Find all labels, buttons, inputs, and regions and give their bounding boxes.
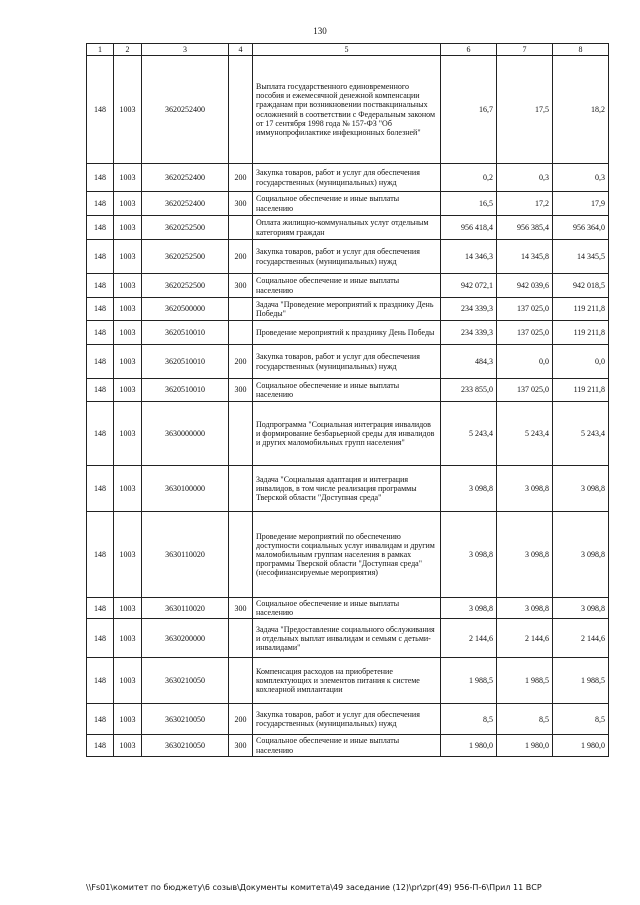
cell-amount-year2: 137 025,0 bbox=[497, 298, 553, 321]
cell-amount-year3: 942 018,5 bbox=[553, 274, 609, 298]
cell-description: Социальное обеспечение и иные выплаты населению bbox=[253, 379, 441, 402]
cell-section-code: 1003 bbox=[114, 512, 142, 598]
cell-target-code: 3620252400 bbox=[142, 192, 229, 216]
cell-amount-year1: 3 098,8 bbox=[441, 466, 497, 512]
cell-amount-year2: 956 385,4 bbox=[497, 216, 553, 240]
cell-amount-year3: 3 098,8 bbox=[553, 598, 609, 619]
cell-section-code: 1003 bbox=[114, 240, 142, 274]
cell-expense-type bbox=[229, 512, 253, 598]
cell-amount-year3: 14 345,5 bbox=[553, 240, 609, 274]
table-row bbox=[87, 345, 609, 379]
cell-target-code: 3630210050 bbox=[142, 704, 229, 735]
budget-table bbox=[86, 43, 609, 757]
cell-admin-code: 148 bbox=[87, 56, 114, 164]
cell-admin-code: 148 bbox=[87, 216, 114, 240]
table-row bbox=[87, 164, 609, 192]
cell-section-code: 1003 bbox=[114, 379, 142, 402]
column-header: 7 bbox=[497, 44, 553, 56]
cell-amount-year2: 8,5 bbox=[497, 704, 553, 735]
table-row bbox=[87, 298, 609, 321]
cell-amount-year3: 1 988,5 bbox=[553, 658, 609, 704]
cell-section-code: 1003 bbox=[114, 345, 142, 379]
cell-admin-code: 148 bbox=[87, 402, 114, 466]
cell-amount-year2: 2 144,6 bbox=[497, 619, 553, 658]
cell-expense-type bbox=[229, 658, 253, 704]
table-row bbox=[87, 216, 609, 240]
cell-section-code: 1003 bbox=[114, 216, 142, 240]
cell-amount-year2: 17,5 bbox=[497, 56, 553, 164]
cell-expense-type bbox=[229, 321, 253, 345]
cell-amount-year1: 8,5 bbox=[441, 704, 497, 735]
cell-description: Подпрограмма "Социальная интеграция инвалидов и формирование безбарьерной среды для инвалидов и других маломобильных групп населения" bbox=[253, 402, 441, 466]
cell-amount-year1: 956 418,4 bbox=[441, 216, 497, 240]
cell-section-code: 1003 bbox=[114, 619, 142, 658]
cell-target-code: 3630210050 bbox=[142, 658, 229, 704]
cell-amount-year3: 8,5 bbox=[553, 704, 609, 735]
table-row bbox=[87, 658, 609, 704]
cell-target-code: 3620252500 bbox=[142, 240, 229, 274]
table-row bbox=[87, 402, 609, 466]
cell-admin-code: 148 bbox=[87, 345, 114, 379]
cell-amount-year3: 3 098,8 bbox=[553, 466, 609, 512]
table-row bbox=[87, 274, 609, 298]
table-row bbox=[87, 512, 609, 598]
cell-amount-year3: 18,2 bbox=[553, 56, 609, 164]
column-header: 4 bbox=[229, 44, 253, 56]
cell-amount-year1: 16,7 bbox=[441, 56, 497, 164]
cell-amount-year3: 2 144,6 bbox=[553, 619, 609, 658]
table-row bbox=[87, 619, 609, 658]
column-header: 3 bbox=[142, 44, 229, 56]
table-row bbox=[87, 192, 609, 216]
cell-amount-year2: 0,0 bbox=[497, 345, 553, 379]
cell-admin-code: 148 bbox=[87, 466, 114, 512]
cell-expense-type bbox=[229, 298, 253, 321]
cell-amount-year3: 0,0 bbox=[553, 345, 609, 379]
cell-amount-year1: 484,3 bbox=[441, 345, 497, 379]
cell-target-code: 3620510010 bbox=[142, 345, 229, 379]
cell-amount-year2: 14 345,8 bbox=[497, 240, 553, 274]
cell-target-code: 3630100000 bbox=[142, 466, 229, 512]
cell-section-code: 1003 bbox=[114, 56, 142, 164]
cell-admin-code: 148 bbox=[87, 274, 114, 298]
cell-expense-type: 200 bbox=[229, 704, 253, 735]
cell-amount-year3: 0,3 bbox=[553, 164, 609, 192]
cell-target-code: 3620252500 bbox=[142, 274, 229, 298]
cell-amount-year3: 956 364,0 bbox=[553, 216, 609, 240]
cell-description: Закупка товаров, работ и услуг для обеспечения государственных (муниципальных) нужд bbox=[253, 704, 441, 735]
cell-target-code: 3630110020 bbox=[142, 512, 229, 598]
cell-admin-code: 148 bbox=[87, 658, 114, 704]
cell-amount-year3: 3 098,8 bbox=[553, 512, 609, 598]
cell-expense-type: 300 bbox=[229, 192, 253, 216]
cell-amount-year3: 119 211,8 bbox=[553, 379, 609, 402]
cell-admin-code: 148 bbox=[87, 619, 114, 658]
table-row bbox=[87, 240, 609, 274]
cell-description: Задача "Проведение мероприятий к празднику День Победы" bbox=[253, 298, 441, 321]
cell-admin-code: 148 bbox=[87, 321, 114, 345]
cell-description: Социальное обеспечение и иные выплаты населению bbox=[253, 192, 441, 216]
cell-section-code: 1003 bbox=[114, 164, 142, 192]
cell-amount-year1: 3 098,8 bbox=[441, 512, 497, 598]
cell-description: Выплата государственного единовременного пособия и ежемесячной денежной компенсации гражданам при возникновении поствакцинальных осложнений в соответствии с Федеральным законом от 17 сентября 1998 года № 157-ФЗ "Об иммунопрофилактике инфекционных болезней" bbox=[253, 56, 441, 164]
cell-expense-type bbox=[229, 619, 253, 658]
cell-amount-year2: 1 988,5 bbox=[497, 658, 553, 704]
cell-expense-type bbox=[229, 402, 253, 466]
cell-amount-year2: 1 980,0 bbox=[497, 735, 553, 756]
file-path-footer: \\Fs01\комитет по бюджету\6 созыв\Документы комитета\49 заседание (12)\pr\zpr(49) 956-П-6\Прил 11 ВСР bbox=[86, 883, 542, 892]
cell-admin-code: 148 bbox=[87, 598, 114, 619]
cell-expense-type: 300 bbox=[229, 379, 253, 402]
column-header: 6 bbox=[441, 44, 497, 56]
cell-amount-year1: 942 072,1 bbox=[441, 274, 497, 298]
cell-amount-year1: 234 339,3 bbox=[441, 298, 497, 321]
cell-description: Закупка товаров, работ и услуг для обеспечения государственных (муниципальных) нужд bbox=[253, 345, 441, 379]
cell-target-code: 3620252400 bbox=[142, 164, 229, 192]
cell-amount-year2: 17,2 bbox=[497, 192, 553, 216]
cell-description: Задача "Предоставление социального обслуживания и отдельных выплат инвалидам и семьям с детьми-инвалидами" bbox=[253, 619, 441, 658]
cell-amount-year2: 942 039,6 bbox=[497, 274, 553, 298]
cell-expense-type: 300 bbox=[229, 598, 253, 619]
table-row bbox=[87, 56, 609, 164]
cell-section-code: 1003 bbox=[114, 402, 142, 466]
cell-description: Проведение мероприятий по обеспечению доступности социальных услуг инвалидам и другим маломобильным группам населения в рамках программы Тверской области "Доступная среда" (несофинансируемые мероприятия) bbox=[253, 512, 441, 598]
cell-target-code: 3620510010 bbox=[142, 379, 229, 402]
cell-amount-year1: 1 988,5 bbox=[441, 658, 497, 704]
cell-amount-year3: 1 980,0 bbox=[553, 735, 609, 756]
cell-description: Социальное обеспечение и иные выплаты населению bbox=[253, 274, 441, 298]
cell-target-code: 3620500000 bbox=[142, 298, 229, 321]
cell-description: Компенсация расходов на приобретение комплектующих и элементов питания к системе кохлеарной имплантации bbox=[253, 658, 441, 704]
cell-description: Оплата жилищно-коммунальных услуг отдельным категориям граждан bbox=[253, 216, 441, 240]
cell-amount-year1: 16,5 bbox=[441, 192, 497, 216]
cell-admin-code: 148 bbox=[87, 240, 114, 274]
cell-section-code: 1003 bbox=[114, 704, 142, 735]
cell-description: Закупка товаров, работ и услуг для обеспечения государственных (муниципальных) нужд bbox=[253, 240, 441, 274]
cell-amount-year1: 1 980,0 bbox=[441, 735, 497, 756]
cell-admin-code: 148 bbox=[87, 379, 114, 402]
cell-target-code: 3620510010 bbox=[142, 321, 229, 345]
cell-amount-year3: 17,9 bbox=[553, 192, 609, 216]
page-number: 130 bbox=[313, 26, 327, 36]
cell-section-code: 1003 bbox=[114, 192, 142, 216]
cell-target-code: 3620252400 bbox=[142, 56, 229, 164]
cell-amount-year3: 119 211,8 bbox=[553, 298, 609, 321]
cell-description: Закупка товаров, работ и услуг для обеспечения государственных (муниципальных) нужд bbox=[253, 164, 441, 192]
cell-description: Задача "Социальная адаптация и интеграция инвалидов, в том числе реализация программы Тверской области "Доступная среда" bbox=[253, 466, 441, 512]
cell-amount-year1: 14 346,3 bbox=[441, 240, 497, 274]
cell-description: Социальное обеспечение и иные выплаты населению bbox=[253, 598, 441, 619]
cell-amount-year1: 233 855,0 bbox=[441, 379, 497, 402]
cell-description: Проведение мероприятий к празднику День Победы bbox=[253, 321, 441, 345]
column-header: 8 bbox=[553, 44, 609, 56]
cell-amount-year2: 137 025,0 bbox=[497, 321, 553, 345]
cell-admin-code: 148 bbox=[87, 735, 114, 756]
cell-section-code: 1003 bbox=[114, 658, 142, 704]
cell-amount-year1: 0,2 bbox=[441, 164, 497, 192]
cell-description: Социальное обеспечение и иные выплаты населению bbox=[253, 735, 441, 756]
cell-amount-year3: 5 243,4 bbox=[553, 402, 609, 466]
cell-admin-code: 148 bbox=[87, 512, 114, 598]
cell-admin-code: 148 bbox=[87, 192, 114, 216]
cell-amount-year3: 119 211,8 bbox=[553, 321, 609, 345]
cell-section-code: 1003 bbox=[114, 298, 142, 321]
cell-amount-year1: 3 098,8 bbox=[441, 598, 497, 619]
cell-target-code: 3630110020 bbox=[142, 598, 229, 619]
cell-amount-year2: 0,3 bbox=[497, 164, 553, 192]
cell-target-code: 3620252500 bbox=[142, 216, 229, 240]
table-row bbox=[87, 704, 609, 735]
cell-expense-type bbox=[229, 216, 253, 240]
table-row bbox=[87, 321, 609, 345]
cell-amount-year1: 2 144,6 bbox=[441, 619, 497, 658]
cell-section-code: 1003 bbox=[114, 735, 142, 756]
cell-section-code: 1003 bbox=[114, 466, 142, 512]
cell-amount-year1: 234 339,3 bbox=[441, 321, 497, 345]
cell-amount-year2: 5 243,4 bbox=[497, 402, 553, 466]
cell-amount-year1: 5 243,4 bbox=[441, 402, 497, 466]
cell-expense-type: 200 bbox=[229, 345, 253, 379]
cell-admin-code: 148 bbox=[87, 298, 114, 321]
table-row bbox=[87, 735, 609, 756]
cell-amount-year2: 3 098,8 bbox=[497, 512, 553, 598]
table-row bbox=[87, 379, 609, 402]
cell-amount-year2: 3 098,8 bbox=[497, 466, 553, 512]
column-header: 2 bbox=[114, 44, 142, 56]
cell-admin-code: 148 bbox=[87, 164, 114, 192]
cell-admin-code: 148 bbox=[87, 704, 114, 735]
table-header-row bbox=[87, 44, 609, 56]
cell-expense-type: 300 bbox=[229, 735, 253, 756]
cell-section-code: 1003 bbox=[114, 321, 142, 345]
cell-target-code: 3630000000 bbox=[142, 402, 229, 466]
cell-section-code: 1003 bbox=[114, 274, 142, 298]
cell-expense-type: 200 bbox=[229, 240, 253, 274]
cell-target-code: 3630210050 bbox=[142, 735, 229, 756]
cell-expense-type: 300 bbox=[229, 274, 253, 298]
cell-expense-type: 200 bbox=[229, 164, 253, 192]
table-row bbox=[87, 598, 609, 619]
cell-expense-type bbox=[229, 466, 253, 512]
cell-expense-type bbox=[229, 56, 253, 164]
column-header: 1 bbox=[87, 44, 114, 56]
cell-amount-year2: 137 025,0 bbox=[497, 379, 553, 402]
cell-amount-year2: 3 098,8 bbox=[497, 598, 553, 619]
table-row bbox=[87, 466, 609, 512]
cell-target-code: 3630200000 bbox=[142, 619, 229, 658]
column-header: 5 bbox=[253, 44, 441, 56]
cell-section-code: 1003 bbox=[114, 598, 142, 619]
